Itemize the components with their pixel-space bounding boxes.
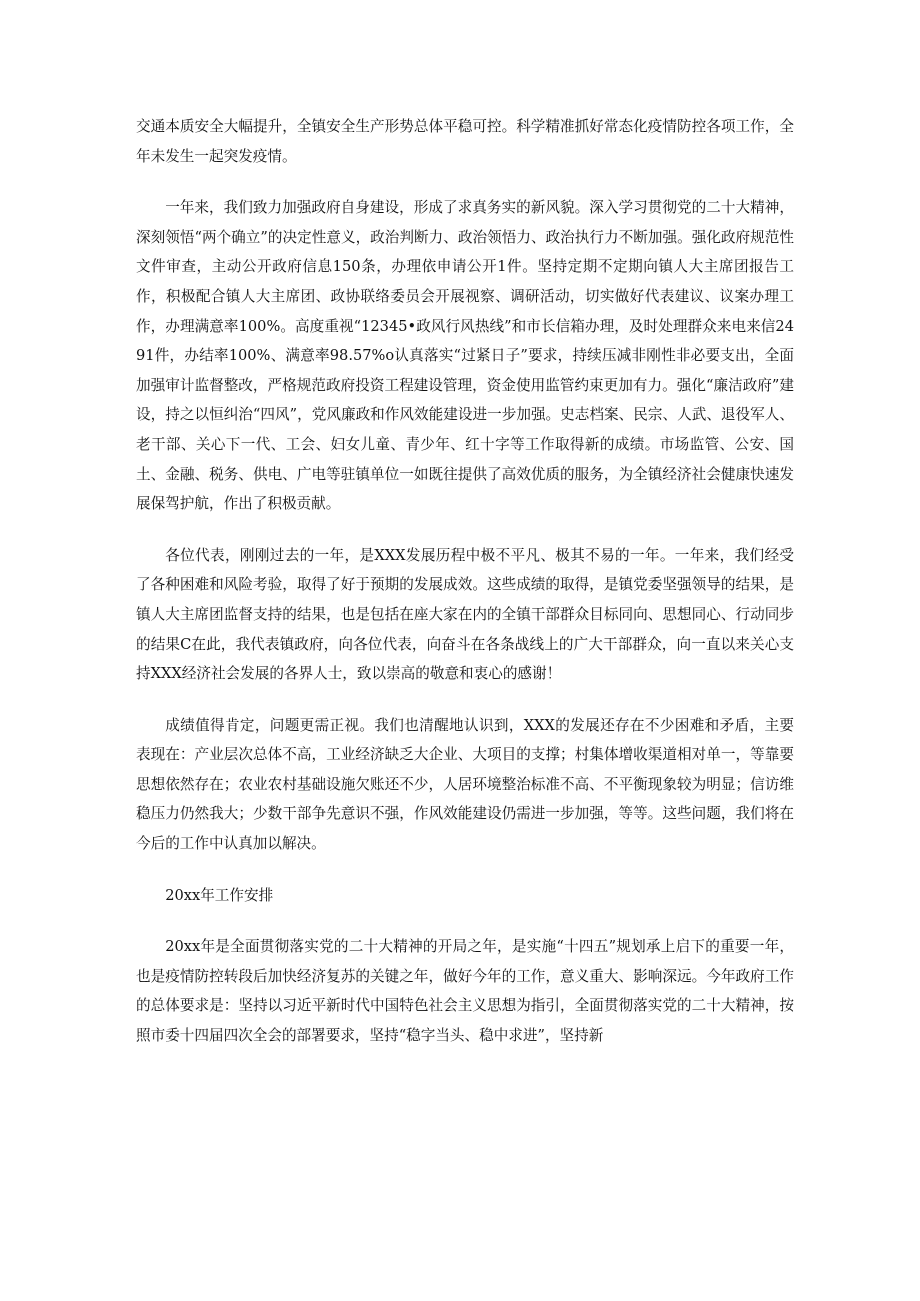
paragraph-work-plan-intro: 20xx年是全面贯彻落实党的二十大精神的开局之年，是实施“十四五”规划承上启下的重要一年，也是疫情防控转段后加快经济复苏的关键之年，做好今年的工作，意义重大、影响深远。今年政府工作的总体要求是：坚持以习近平新时代中国特色社会主义思想为指引，全面贯彻落实党的二十大精神，按照市委十四届四次全会的部署要求，坚持“稳字当头、稳中求进”，坚持新	[136, 938, 794, 1045]
paragraph-thanks-to-deputies: 各位代表，刚刚过去的一年，是XXX发展历程中极不平凡、极其不易的一年。一年来，我们经受了各种困难和风险考验，取得了好于预期的发展成效。这些成绩的取得，是镇党委坚强领导的结果，是镇人大主席团监督支持的结果，也是包括在座大家在内的全镇干部群众目标同向、思想同心、行动同步的结果C在此，我代表镇政府，向各位代表，向奋斗在各条战线上的广大干部群众，向一直以来关心支持XXX经济社会发展的各界人士，致以崇高的敬意和衷心的感谢！	[136, 546, 794, 683]
document-page	[136, 112, 794, 1073]
paragraph-safety-epidemic: 交通本质安全大幅提升，全镇安全生产形势总体平稳可控。科学精准抓好常态化疫情防控各项工作，全年未发生一起突发疫情。	[136, 118, 794, 165]
paragraph-government-self-building: 一年来，我们致力加强政府自身建设，形成了求真务实的新风貌。深入学习贯彻党的二十大精神，深刻领悟“两个确立”的决定性意义，政治判断力、政治领悟力、政治执行力不断加强。强化政府规范性文件审查，主动公开政府信息150条，办理依申请公开1件。坚持定期不定期向镇人大主席团报告工作，积极配合镇人大主席团、政协联络委员会开展视察、调研活动，切实做好代表建议、议案办理工作，办理满意率100%。高度重视“12345•政风行风热线”和市长信箱办理，及时处理群众来电来信2491件，办结率100%、满意率98.57%o认真落实“过紧日子”要求，持续压减非刚性非必要支出，全面加强审计监督整改，严格规范政府投资工程建设管理，资金使用监管约束更加有力。强化“廉洁政府”建设，持之以恒纠治“四风”，党风廉政和作风效能建设进一步加强。史志档案、民宗、人武、退役军人、老干部、关心下一代、工会、妇女儿童、青少年、红十字等工作取得新的成绩。市场监管、公安、国土、金融、税务、供电、广电等驻镇单位一如既往提供了高效优质的服务，为全镇经济社会健康快速发展保驾护航，作出了积极贡献。	[136, 199, 794, 513]
section-heading-work-plan: 20xx年工作安排	[165, 886, 274, 904]
paragraph-problems: 成绩值得肯定，问题更需正视。我们也清醒地认识到，XXX的发展还存在不少困难和矛盾，主要表现在：产业层次总体不高，工业经济缺乏大企业、大项目的支撑；村集体增收渠道相对单一，等靠要思想依然存在；农业农村基础设施欠账还不少，人居环境整治标准不高、不平衡现象较为明显；信访维稳压力仍然我大；少数干部争先意识不强，作风效能建设仍需进一步加强，等等。这些问题，我们将在今后的工作中认真加以解决。	[136, 716, 794, 853]
